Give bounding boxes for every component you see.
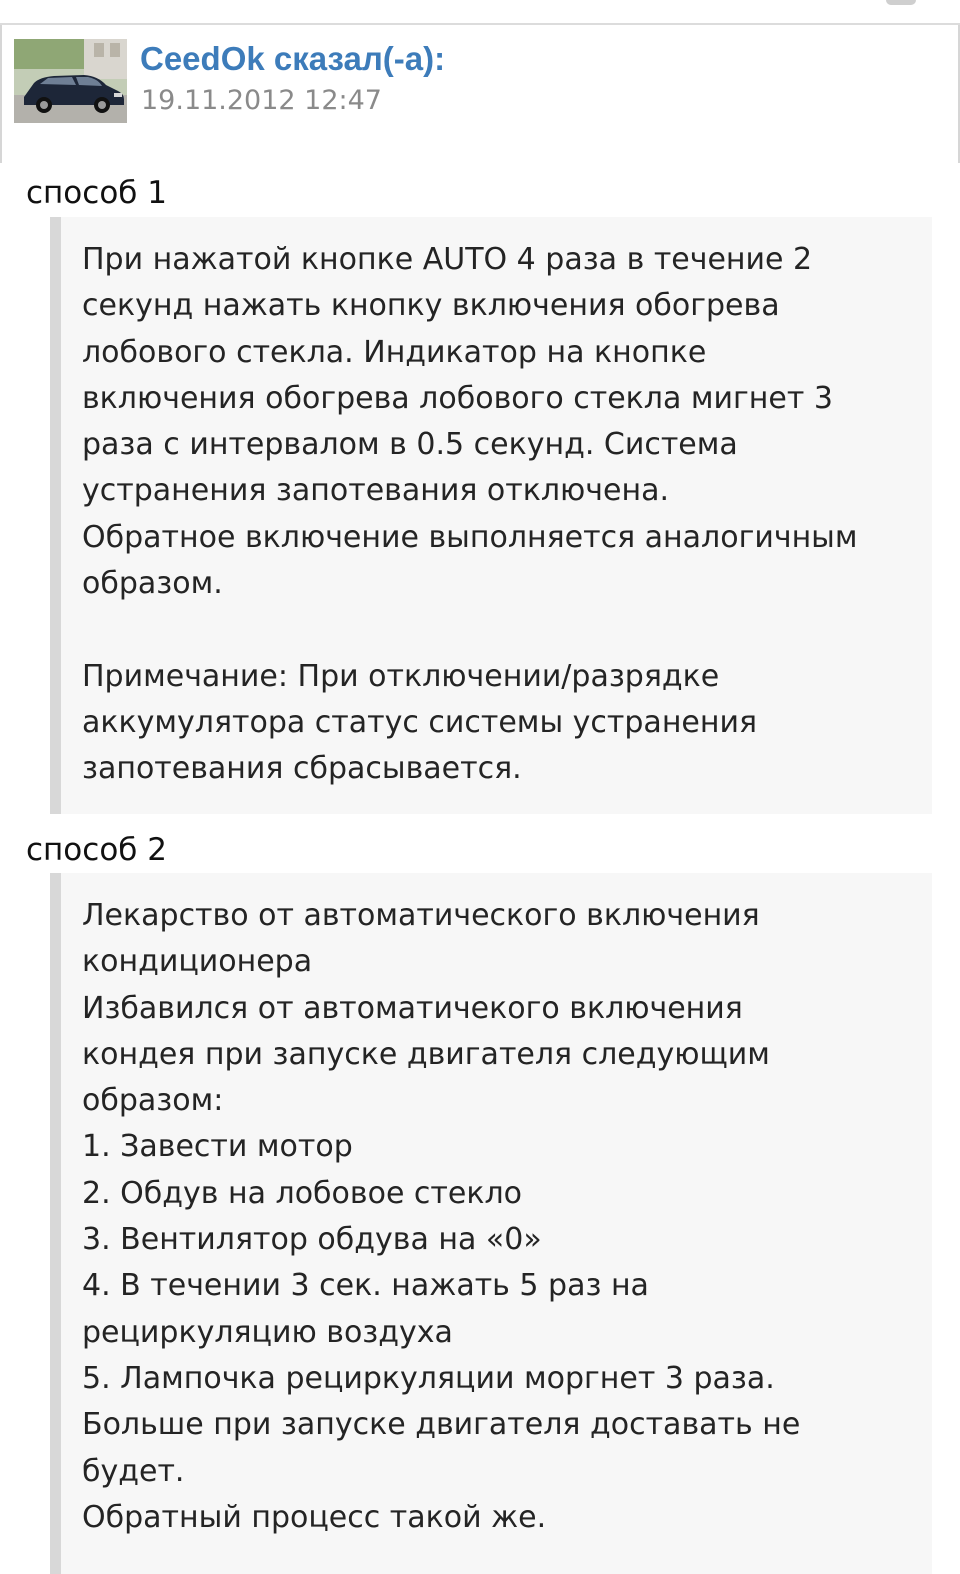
quote-bar — [50, 217, 61, 814]
method-2-label: способ 2 — [26, 832, 167, 868]
post-timestamp[interactable]: 19.11.2012 12:47 — [141, 85, 382, 116]
method-1-label: способ 1 — [26, 175, 167, 211]
avatar[interactable] — [14, 39, 127, 123]
quote-block-2 — [50, 873, 932, 1574]
author-link[interactable]: CeedOk — [140, 40, 265, 77]
quote-header — [0, 25, 960, 163]
scroll-edge-mark — [886, 0, 916, 5]
author-line — [140, 39, 445, 79]
quote-text-1: При нажатой кнопке AUTO 4 раза в течение 2 секунд нажать кнопку включения обогрева лобового стекла. Индикатор на кнопке включения обогрева лобового стекла мигнет 3 раза с интервалом в 0.5 секунд. Система устранения запотевания отключена. Обратное включение выполняется аналогичным образом. Примечание: При отключении/разрядке аккумулятора статус системы устранения запотевания сбрасывается. — [82, 242, 858, 787]
header-left-border — [0, 25, 2, 163]
quote-block-1 — [50, 217, 932, 814]
said-label: сказал(-а): — [273, 40, 446, 77]
quote-bar — [50, 873, 61, 1574]
car-photo-icon — [14, 39, 127, 123]
quote-text-2: Лекарство от автоматического включения кондиционера Избавился от автоматичекого включения кондея при запуске двигателя следующим образом: 1. Завести мотор 2. Обдув на лобовое стекло 3. Вентилятор обдува на «0» 4. В течении 3 сек. нажать 5 раз на рециркуляцию воздуха 5. Лампочка рециркуляции моргнет 3 раза. Больше при запуске двигателя доставать не будет. Обратный процесс такой же. — [82, 898, 801, 1535]
